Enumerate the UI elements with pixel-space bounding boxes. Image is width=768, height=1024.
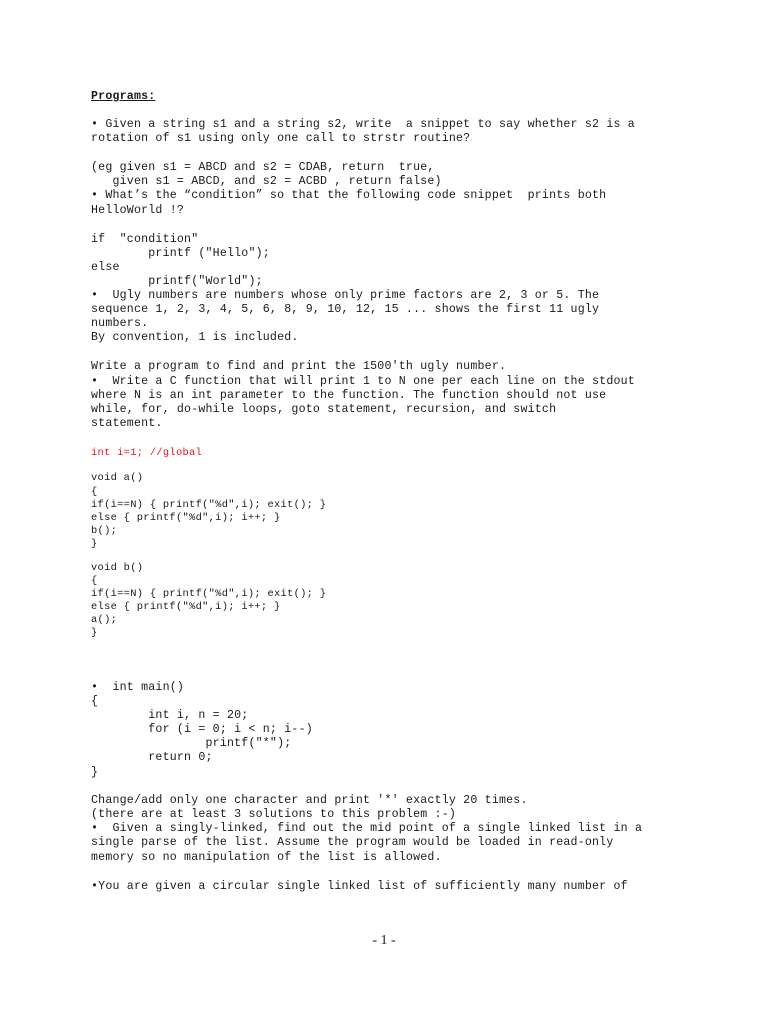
text-line: int i, n = 20; bbox=[91, 709, 249, 722]
code-line: void b() bbox=[91, 562, 144, 574]
code-line: { bbox=[91, 486, 98, 498]
text-line: statement. bbox=[91, 417, 163, 430]
code-line: if(i==N) { printf("%d",i); exit(); } bbox=[91, 588, 327, 600]
text-line: if "condition" bbox=[91, 233, 199, 246]
code-line: if(i==N) { printf("%d",i); exit(); } bbox=[91, 499, 327, 511]
text-line: printf("*"); bbox=[91, 737, 292, 750]
text-line: • Given a string s1 and a string s2, write a snippet to say whether s2 is a bbox=[91, 118, 635, 131]
text-line: Write a program to find and print the 1500'th ugly number. bbox=[91, 360, 507, 373]
code-line: void a() bbox=[91, 472, 144, 484]
text-line: while, for, do-while loops, goto statement, recursion, and switch bbox=[91, 403, 557, 416]
text-line: numbers. bbox=[91, 317, 149, 330]
text-line: given s1 = ABCD, and s2 = ACBD , return false) bbox=[91, 175, 442, 188]
text-line: { bbox=[91, 695, 99, 708]
code-line-highlight: int i=1; //global bbox=[91, 447, 203, 459]
text-line: printf("World"); bbox=[91, 275, 263, 288]
text-line: } bbox=[91, 766, 99, 779]
code-line: } bbox=[91, 538, 98, 550]
text-line: single parse of the list. Assume the program would be loaded in read-only bbox=[91, 836, 614, 849]
text-line: • Ugly numbers are numbers whose only prime factors are 2, 3 or 5. The bbox=[91, 289, 600, 302]
text-line: rotation of s1 using only one call to strstr routine? bbox=[91, 132, 471, 145]
code-line: a(); bbox=[91, 614, 118, 626]
text-line: (there are at least 3 solutions to this problem :-) bbox=[91, 808, 457, 821]
code-line: { bbox=[91, 575, 98, 587]
code-line: else { printf("%d",i); i++; } bbox=[91, 512, 281, 524]
text-line: HelloWorld !? bbox=[91, 204, 185, 217]
code-line: b(); bbox=[91, 525, 118, 537]
text-line: else bbox=[91, 261, 120, 274]
text-line: • What’s the “condition” so that the following code snippet prints both bbox=[91, 189, 607, 202]
text-line: • Write a C function that will print 1 to N one per each line on the stdout bbox=[91, 375, 635, 388]
code-line: } bbox=[91, 627, 98, 639]
text-line: Change/add only one character and print '*' exactly 20 times. bbox=[91, 794, 528, 807]
page-number: - 1 - bbox=[372, 933, 396, 948]
text-line: return 0; bbox=[91, 751, 213, 764]
text-line: for (i = 0; i < n; i--) bbox=[91, 723, 313, 736]
text-line: • int main() bbox=[91, 681, 185, 694]
text-line: •You are given a circular single linked list of sufficiently many number of bbox=[91, 880, 628, 893]
text-line: sequence 1, 2, 3, 4, 5, 6, 8, 9, 10, 12, 15 ... shows the first 11 ugly bbox=[91, 303, 600, 316]
text-line: • Given a singly-linked, find out the mid point of a single linked list in a bbox=[91, 822, 643, 835]
text-line: By convention, 1 is included. bbox=[91, 331, 299, 344]
page-heading: Programs: bbox=[91, 90, 156, 103]
text-line: (eg given s1 = ABCD and s2 = CDAB, return true, bbox=[91, 161, 435, 174]
text-line: printf ("Hello"); bbox=[91, 247, 270, 260]
code-line: else { printf("%d",i); i++; } bbox=[91, 601, 281, 613]
text-line: where N is an int parameter to the function. The function should not use bbox=[91, 389, 607, 402]
text-line: memory so no manipulation of the list is allowed. bbox=[91, 851, 442, 864]
